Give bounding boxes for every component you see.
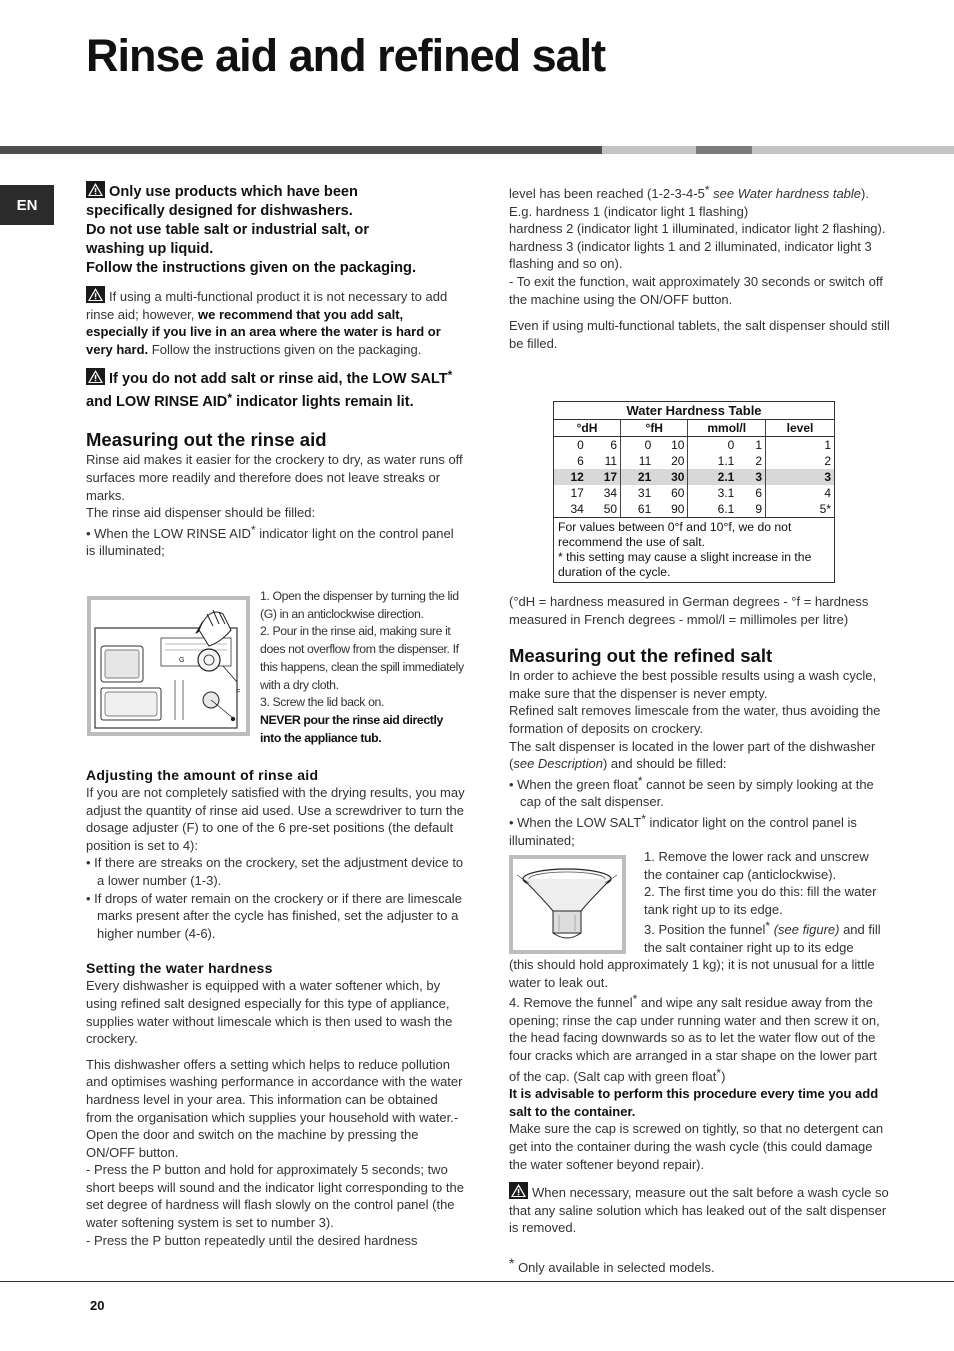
table-cell: 5*: [766, 501, 835, 517]
table-cell: 2: [766, 453, 835, 469]
subheading-water-hardness: Setting the water hardness: [86, 960, 273, 977]
table-cell: 0: [688, 437, 737, 454]
bullet: [509, 773, 894, 811]
warning-line: Only use products which have been: [109, 184, 358, 200]
text: Follow the instructions given on the packaging.: [148, 341, 422, 357]
paragraph: [509, 182, 891, 203]
svg-text:F: F: [236, 689, 241, 696]
water-hardness-table: [553, 401, 835, 583]
warning-measure-salt: [509, 1182, 891, 1237]
paragraph: [509, 738, 894, 773]
advice-bold: It is advisable to perform this procedure every time you add salt to the container.: [509, 1086, 879, 1119]
text: cannot be seen by simply looking at the cap of the salt dispenser.: [520, 776, 874, 810]
left-column: [86, 181, 466, 560]
header-cell: mmol/l: [688, 420, 766, 437]
dispenser-illustration: [91, 600, 246, 732]
footnote: [509, 1255, 891, 1277]
warning-low-indicators: [86, 366, 466, 412]
warning-icon: [86, 286, 105, 303]
warning-line: specifically designed for dishwashers.: [86, 203, 353, 219]
footnote-star: *: [227, 391, 233, 406]
table-cell: 61: [621, 501, 655, 517]
step: [644, 918, 884, 956]
section-heading-refined-salt: Measuring out the refined salt: [509, 645, 773, 667]
table-cell: 10: [654, 437, 688, 454]
table-cell: 60: [654, 485, 688, 501]
table-cell: 90: [654, 501, 688, 517]
text: indicator lights remain lit.: [232, 394, 414, 411]
text: • When the green float: [509, 776, 638, 792]
footer-rule: [0, 1281, 954, 1282]
paragraph: - To exit the function, wait approximately 30 seconds or switch off the machine using the ON/OFF button.: [509, 273, 883, 307]
footnote-star: *: [250, 522, 256, 537]
paragraph: Refined salt removes limescale from the water, thus avoiding the formation of deposits on crockery.: [509, 703, 881, 736]
rinse-aid-dispenser-figure: [87, 596, 250, 736]
table-cell: 6: [587, 437, 621, 454]
table-cell: 1: [766, 437, 835, 454]
step: 2. Pour in the rinse aid, making sure it does not overflow from the dispenser. If this happens, clean the spill immediately with a dry cloth.: [260, 624, 464, 692]
paragraph: E.g. hardness 1 (indicator light 1 flashing): [509, 203, 749, 219]
page-number: 20: [90, 1298, 105, 1313]
text: ): [721, 1068, 726, 1084]
hardness-units-legend: (°dH = hardness measured in German degrees - °f = hardness measured in French degrees - mmol/l = millimoles per litre): [509, 594, 869, 627]
table-header-row: [554, 420, 834, 437]
table-row: [554, 437, 834, 454]
warning-line: Follow the instructions given on the packaging.: [86, 260, 417, 276]
text: The salt dispenser is located in the lower part of the dishwasher (: [509, 738, 876, 772]
footnote-star: *: [704, 183, 710, 197]
table-body: [554, 420, 834, 517]
table-cell: 34: [570, 502, 584, 516]
bullet: [86, 522, 466, 560]
table-cell: 1.1: [688, 453, 737, 469]
footnote-star: *: [509, 1254, 515, 1271]
table-title: Water Hardness Table: [554, 402, 834, 420]
rinse-aid-steps: [260, 588, 466, 747]
table-row: [554, 501, 834, 517]
step-warning: NEVER pour the rinse aid directly into the appliance tub.: [260, 712, 443, 745]
paragraph: - Press the P button repeatedly until the desired hardness: [86, 1232, 418, 1248]
warning-icon: [86, 368, 105, 385]
table-cell: 3: [737, 469, 765, 485]
table-row: [554, 485, 834, 501]
table-cell: 6.1: [688, 501, 737, 517]
table-cell: 17: [587, 469, 621, 485]
table-notes: [554, 517, 834, 582]
paragraph: The rinse aid dispenser should be filled:: [86, 505, 316, 521]
table-cell: 4: [766, 485, 835, 501]
footnote-star: *: [641, 811, 646, 826]
table-cell: 1: [737, 437, 765, 454]
warning-multifunctional: [86, 286, 466, 358]
table-cell: 3: [766, 469, 835, 485]
table-cell: 20: [654, 453, 688, 469]
table-row: [554, 469, 834, 485]
header-bar-mid: [696, 146, 752, 154]
header-bar-dark: [0, 146, 602, 154]
table-cell: 2.1: [688, 469, 737, 485]
right-column-mid: [509, 593, 894, 849]
header-cell: °fH: [621, 420, 688, 437]
paragraph: Even if using multi-functional tablets, the salt dispenser should still be filled.: [509, 318, 890, 351]
table-cell: 0: [577, 438, 584, 452]
footnote-star: *: [716, 1065, 722, 1080]
bullet: • If there are streaks on the crockery, set the adjustment device to a lower number (1-3).: [86, 855, 464, 888]
text: If using a multi-functional product it is not necessary to add rinse aid; however,: [86, 289, 448, 322]
warning-icon: [509, 1182, 528, 1199]
text: • When the LOW SALT: [509, 814, 642, 830]
table-cell: 50: [587, 501, 621, 517]
paragraph: In order to achieve the best possible results using a wash cycle, make sure that the dispenser is never empty.: [509, 668, 877, 701]
table-cell: 6: [577, 454, 584, 468]
step: 1. Open the dispenser by turning the lid (G) in an anticlockwise direction.: [260, 589, 459, 621]
header-bar-light: [602, 146, 696, 154]
warning-line: washing up liquid.: [86, 241, 214, 257]
header-cell: °dH: [554, 420, 621, 437]
text: • When the LOW RINSE AID: [86, 525, 251, 541]
table-cell: 30: [654, 469, 688, 485]
table-cell: 12: [554, 469, 587, 485]
text: indicator light on the control panel is illuminated;: [509, 814, 857, 848]
text-italic: (see figure): [770, 922, 840, 938]
footnote-star: *: [632, 992, 638, 1007]
paragraph: Make sure the cap is screwed on tightly, so that no detergent can get into the container during the wash cycle (this could damage the water softener beyond repair).: [509, 1121, 884, 1172]
header-cell: level: [766, 420, 835, 437]
table-cell: 9: [737, 501, 765, 517]
text-italic: see Description: [513, 756, 603, 772]
text: If you do not add salt or rinse aid, the LOW SALT: [109, 371, 448, 388]
text: ).: [861, 186, 869, 201]
table-cell: 11: [587, 453, 621, 469]
page-title: Rinse aid and refined salt: [86, 30, 606, 81]
warning-line: Do not use table salt or industrial salt, or: [86, 222, 370, 238]
header-bar-light-end: [752, 146, 954, 154]
table-cell: 21: [621, 469, 655, 485]
text: 3. Position the funnel: [644, 922, 766, 938]
paragraph: Rinse aid makes it easier for the crockery to dry, as water runs off surfaces more readily and therefore does not leave streaks or marks.: [86, 452, 463, 503]
left-column-lower: [86, 766, 466, 1249]
table-cell: 6: [737, 485, 765, 501]
text: and wipe any salt residue away from the opening; rinse the cap under running water and then screw it on, the head facing downwards so as to let the water flow out of the four cracks which are arranged in a star shape on the lower part of the cap. (Salt cap with green float: [509, 995, 880, 1084]
table-cell: 11: [621, 453, 655, 469]
text: 4. Remove the funnel: [509, 995, 633, 1011]
paragraph: If you are not completely satisfied with the drying results, you may adjust the quantity of rinse aid used. Use a screwdriver to turn the dosage adjuster (F) to one of the 6 pre-set positions (the default position is set to 4):: [86, 785, 465, 853]
text: indicator light on the control panel is illuminated;: [86, 525, 454, 559]
table-cell: 34: [587, 485, 621, 501]
paragraph: hardness 2 (indicator light 1 illuminated, indicator light 2 flashing).: [509, 221, 886, 237]
paragraph: Every dishwasher is equipped with a water softener which, by using refined salt designed especially for this type of appliance, supplies water without limescale which is then used to wash the crockery.: [86, 978, 453, 1047]
right-column-top: [509, 182, 891, 352]
step: [509, 991, 891, 1085]
text-italic: see Water hardness table: [709, 186, 862, 201]
table-cell: 31: [621, 485, 655, 501]
table-cell: 2: [737, 453, 765, 469]
table-note: For values between 0°f and 10°f, we do not recommend the use of salt.: [558, 520, 792, 549]
text: ) and should be filled:: [602, 756, 727, 772]
text: Only available in selected models.: [514, 1259, 715, 1275]
step-continued: (this should hold approximately 1 kg); it is not unusual for a little water to leak out.: [509, 957, 875, 990]
footnote-star: *: [765, 919, 771, 934]
footnote-star: *: [447, 368, 453, 383]
right-column-lower: [509, 956, 891, 1277]
language-tab: EN: [0, 185, 54, 225]
table-note: * this setting may cause a slight increase in the duration of the cycle.: [558, 550, 812, 579]
step: 3. Screw the lid back on.: [260, 695, 384, 710]
table-row: [554, 453, 834, 469]
text-bold: we recommend that you add salt, especially if you live in an area where the water is hard or very hard.: [86, 306, 441, 357]
text: level has been reached (1-2-3-4-5: [509, 186, 705, 201]
funnel-illustration: [513, 859, 622, 950]
step: 1. Remove the lower rack and unscrew the container cap (anticlockwise).: [644, 849, 869, 882]
text: and fill the salt container right up to its edge: [644, 922, 881, 955]
bullet: • If drops of water remain on the crockery or if there are limescale marks present after the cycle has finished, set the adjuster to a higher number (4-6).: [86, 890, 462, 941]
paragraph: hardness 3 (indicator lights 1 and 2 illuminated, indicator light 3 flashing and so on).: [509, 238, 872, 272]
subheading-adjusting: Adjusting the amount of rinse aid: [86, 767, 319, 783]
text: When necessary, measure out the salt before a wash cycle so that any saline solution which has leaked out of the salt dispenser is removed.: [509, 1185, 889, 1236]
warning-products: [86, 181, 466, 278]
table-cell: 0: [621, 437, 655, 454]
salt-funnel-figure: [509, 855, 626, 954]
table-cell: 17: [570, 486, 584, 500]
step: 2. The first time you do this: fill the water tank right up to its edge.: [644, 884, 877, 917]
svg-text:G: G: [179, 657, 185, 664]
text: and LOW RINSE AID: [86, 394, 228, 411]
warning-icon: [86, 181, 105, 198]
table-cell: 3.1: [688, 485, 737, 501]
paragraph: - Press the P button and hold for approximately 5 seconds; two short beeps will sound and the indicator light corresponding to the set degree of hardness will flash slowly on the control panel (the water softening system is set to number 3).: [86, 1162, 464, 1231]
paragraph: This dishwasher offers a setting which helps to reduce pollution and optimises washing performance in accordance with the water hardness level in your area. This information can be obtained from the organisation which supplies your household with water.- Open the door and switch on the machine by pressing the ON/OFF button.: [86, 1056, 463, 1160]
footnote-star: *: [637, 773, 643, 788]
bullet: [509, 811, 894, 849]
section-heading-rinse-aid: Measuring out the rinse aid: [86, 429, 327, 451]
salt-steps-side: [644, 848, 884, 957]
